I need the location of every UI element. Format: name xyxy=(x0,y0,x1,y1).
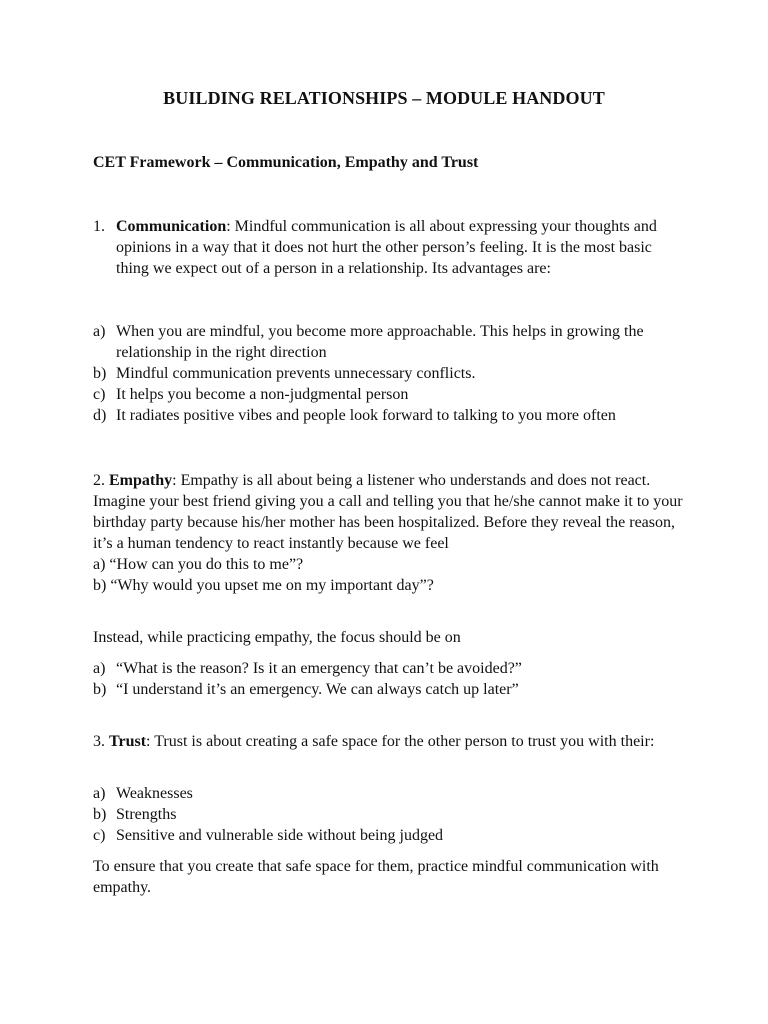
trust-term: Trust xyxy=(109,733,147,750)
framework-subtitle: CET Framework – Communication, Empathy and Trust xyxy=(93,154,479,171)
trust-section xyxy=(93,731,683,752)
empathy-focus-list xyxy=(93,658,683,700)
document-title: BUILDING RELATIONSHIPS – MODULE HANDOUT xyxy=(163,88,605,108)
list-item: c) It helps you become a non-judgmental person xyxy=(93,386,409,403)
list-item: d) It radiates positive vibes and people look forward to talking to you more often xyxy=(93,407,616,424)
section-number: 3. xyxy=(93,733,105,750)
list-item: a) When you are mindful, you become more approachable. This helps in growing the relationship in the right direction xyxy=(93,323,644,361)
empathy-instead: Instead, while practicing empathy, the focus should be on xyxy=(93,629,461,646)
empathy-text: : Empathy is all about being a listener who understands and does not react. Imagine your best friend giving you a call and telling you that he/she cannot make it to your birthday party because his/her mother has been hospitalized. Before they reveal the reason, it’s a human tendency to react instantly because we feel xyxy=(93,472,683,552)
section-number: 1. xyxy=(93,218,105,235)
trust-paragraph xyxy=(93,731,683,752)
list-item: b) “I understand it’s an emergency. We can always catch up later” xyxy=(93,681,519,698)
trust-text: : Trust is about creating a safe space for the other person to trust you with their: xyxy=(146,733,655,750)
communication-text: : Mindful communication is all about expressing your thoughts and opinions in a way that it does not hurt the other person’s feeling. It is the most basic thing we expect out of a person in a relationship. Its advantages are: xyxy=(116,218,657,277)
communication-section xyxy=(93,216,683,279)
list-item: b) Strengths xyxy=(93,806,177,823)
trust-closing: To ensure that you create that safe space for them, practice mindful communication with empathy. xyxy=(93,858,659,896)
empathy-reaction-b: b) “Why would you upset me on my important day”? xyxy=(93,577,434,594)
section-number: 2. xyxy=(93,472,105,489)
empathy-reaction-a: a) “How can you do this to me”? xyxy=(93,556,304,573)
communication-term: Communication xyxy=(116,218,227,235)
trust-items-list xyxy=(93,783,683,846)
list-item: c) Sensitive and vulnerable side without being judged xyxy=(93,827,444,844)
empathy-term: Empathy xyxy=(109,472,173,489)
empathy-section xyxy=(93,470,683,596)
empathy-paragraph xyxy=(93,470,683,554)
communication-advantages-list xyxy=(93,321,683,426)
list-item: b) Mindful communication prevents unnecessary conflicts. xyxy=(93,365,476,382)
list-item: a) Weaknesses xyxy=(93,785,193,802)
list-item: a) “What is the reason? Is it an emergency that can’t be avoided?” xyxy=(93,660,522,677)
communication-paragraph xyxy=(116,216,683,279)
